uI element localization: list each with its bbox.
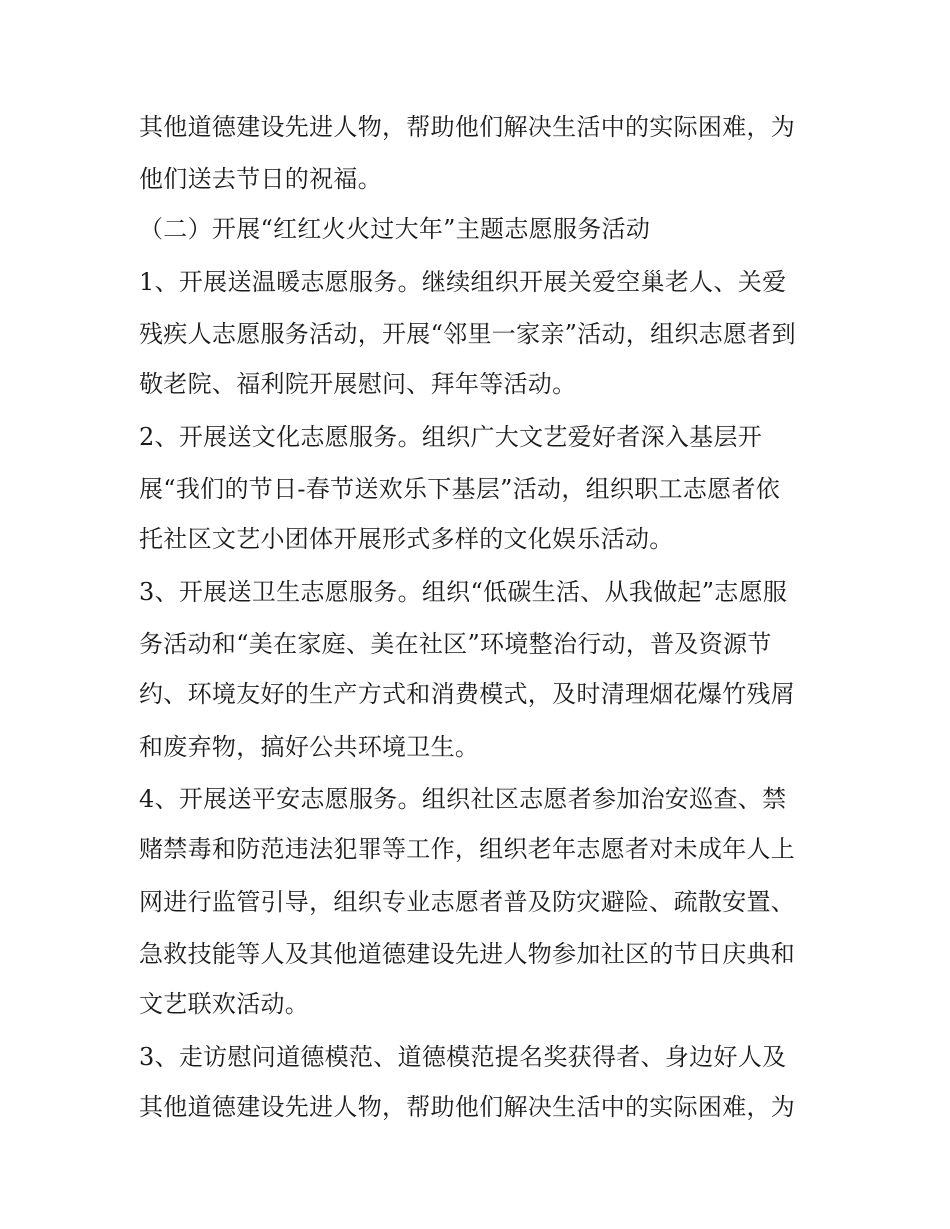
- text-line: 赌禁毒和防范违法犯罪等工作，组织老年志愿者对未成年人上: [139, 835, 796, 863]
- text-line: 托社区文艺小团体开展形式多样的文化娱乐活动。: [139, 525, 674, 553]
- text-line: 1、开展送温暖志愿服务。继续组织开展关爱空巢老人、关爱: [139, 268, 787, 296]
- text-line: 其他道德建设先进人物，帮助他们解决生活中的实际困难，为: [139, 1093, 796, 1121]
- text-line: 2、开展送文化志愿服务。组织广大文艺爱好者深入基层开: [139, 423, 763, 451]
- text-line: 他们送去节日的祝福。: [139, 165, 382, 193]
- text-line: 和废弃物，搞好公共环境卫生。: [139, 733, 480, 761]
- text-line: 网进行监管引导，组织专业志愿者普及防灾避险、疏散安置、: [139, 888, 796, 916]
- text-line: 其他道德建设先进人物，帮助他们解决生活中的实际困难，为: [139, 113, 796, 141]
- section-heading: （二）开展“红红火火过大年”主题志愿服务活动: [139, 215, 651, 243]
- text-line: 3、开展送卫生志愿服务。组织“低碳生活、从我做起”志愿服: [139, 578, 788, 606]
- text-line: 文艺联欢活动。: [139, 990, 310, 1018]
- text-line: 敬老院、福利院开展慰问、拜年等活动。: [139, 370, 577, 398]
- text-line: 务活动和“美在家庭、美在社区”环境整治行动，普及资源节: [139, 630, 772, 658]
- text-line: 4、开展送平安志愿服务。组织社区志愿者参加治安巡查、禁: [139, 785, 787, 813]
- text-line: 3、走访慰问道德模范、道德模范提名奖获得者、身边好人及: [139, 1043, 787, 1071]
- text-line: 残疾人志愿服务活动，开展“邻里一家亲”活动，组织志愿者到: [139, 320, 796, 348]
- text-line: 展“我们的节日-春节送欢乐下基层”活动，组织职工志愿者依: [139, 475, 781, 503]
- text-line: 约、环境友好的生产方式和消费模式，及时清理烟花爆竹残屑: [139, 680, 796, 708]
- text-line: 急救技能等人及其他道德建设先进人物参加社区的节日庆典和: [139, 940, 796, 968]
